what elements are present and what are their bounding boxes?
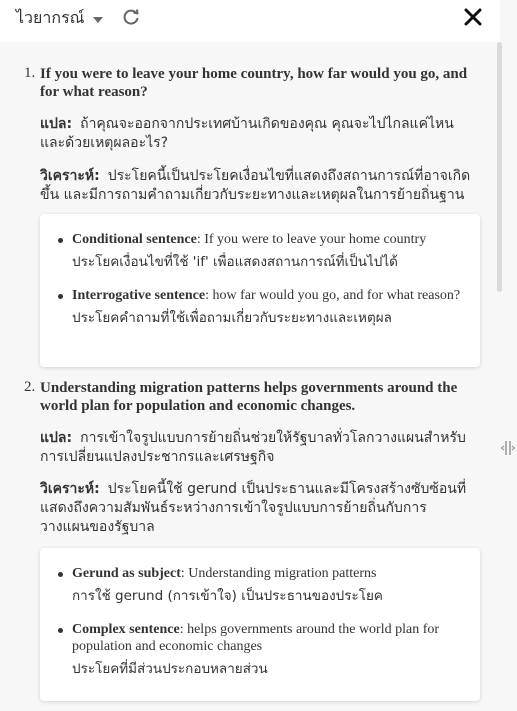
- grammar-point: [72, 621, 472, 678]
- analysis-label: วิเคราะห์:: [40, 481, 100, 497]
- grammar-example: : how far would you go, and for what reason?: [205, 288, 461, 303]
- panel-title: ไวยากรณ์: [16, 8, 85, 27]
- english-sentence: If you were to leave your home country, how far would you go, and for what reason?: [40, 66, 468, 100]
- analysis-block: [40, 167, 472, 205]
- refresh-icon[interactable]: [121, 7, 141, 27]
- grammar-example: : Understanding migration patterns: [180, 566, 377, 581]
- translation-block: [40, 115, 472, 153]
- grammar-example: : helps governments around the world plan for population and economic changes: [72, 622, 440, 654]
- english-sentence: Understanding migration patterns helps governments around the world plan for population and economic changes.: [40, 380, 458, 414]
- panel-header: [0, 0, 500, 42]
- grammar-explanation: ประโยคคำถามที่ใช้เพื่อถามเกี่ยวกับระยะทางและเหตุผล: [72, 310, 392, 326]
- grammar-term: Interrogative sentence: [72, 288, 206, 303]
- grammar-points-card: [40, 548, 480, 701]
- analysis-text: ประโยคนี้ใช้ gerund เป็นประธานและมีโครงสร้างซับซ้อนที่แสดงถึงความสัมพันธ์ระหว่างการเข้าใจรูปแบบการย้ายถิ่นกับการวางแผนของรัฐบาล: [40, 481, 467, 535]
- item-number: 1.: [24, 65, 36, 81]
- grammar-term: Conditional sentence: [72, 232, 197, 247]
- resize-handle-icon[interactable]: [501, 438, 515, 458]
- grammar-point: [72, 565, 472, 605]
- grammar-point: [72, 287, 472, 327]
- grammar-explanation: ประโยคที่มีส่วนประกอบหลายส่วน: [72, 661, 268, 677]
- scrollbar-thumb[interactable]: [497, 42, 502, 292]
- grammar-points-card: [40, 214, 480, 367]
- analysis-text: ประโยคนี้เป็นประโยคเงื่อนไขที่แสดงถึงสถานการณ์ที่อาจเกิดขึ้น และมีการถามคำถามเกี่ยวกับระยะทางและเหตุผลในการย้ายถิ่นฐาน: [40, 168, 471, 203]
- translation-label: แปล:: [40, 116, 73, 132]
- translation-block: [40, 429, 472, 467]
- translation-text: ถ้าคุณจะออกจากประเทศบ้านเกิดของคุณ คุณจะไปไกลแค่ไหน และด้วยเหตุผลอะไร?: [40, 116, 454, 151]
- item-number: 2.: [24, 379, 36, 395]
- translation-text: การเข้าใจรูปแบบการย้ายถิ่นช่วยให้รัฐบาลทั่วโลกวางแผนสำหรับการเปลี่ยนแปลงประชากรและเศรษฐกิจ: [40, 430, 466, 465]
- analysis-label: วิเคราะห์:: [40, 168, 100, 184]
- grammar-term: Gerund as subject: [72, 566, 181, 581]
- grammar-term: Complex sentence: [72, 622, 180, 637]
- chevron-down-icon: [93, 17, 103, 23]
- grammar-explanation: ประโยคเงื่อนไขที่ใช้ 'if' เพื่อแสดงสถานการณ์ที่เป็นไปได้: [72, 254, 398, 270]
- grammar-explanation: การใช้ gerund (การเข้าใจ) เป็นประธานของประโยค: [72, 588, 383, 604]
- analysis-block: [40, 480, 472, 537]
- grammar-example: : If you were to leave your home country: [196, 232, 427, 247]
- translation-label: แปล:: [40, 430, 73, 446]
- close-icon[interactable]: [463, 7, 483, 27]
- grammar-list[interactable]: [0, 42, 500, 711]
- grammar-dropdown[interactable]: [16, 6, 103, 31]
- grammar-point: [72, 231, 472, 271]
